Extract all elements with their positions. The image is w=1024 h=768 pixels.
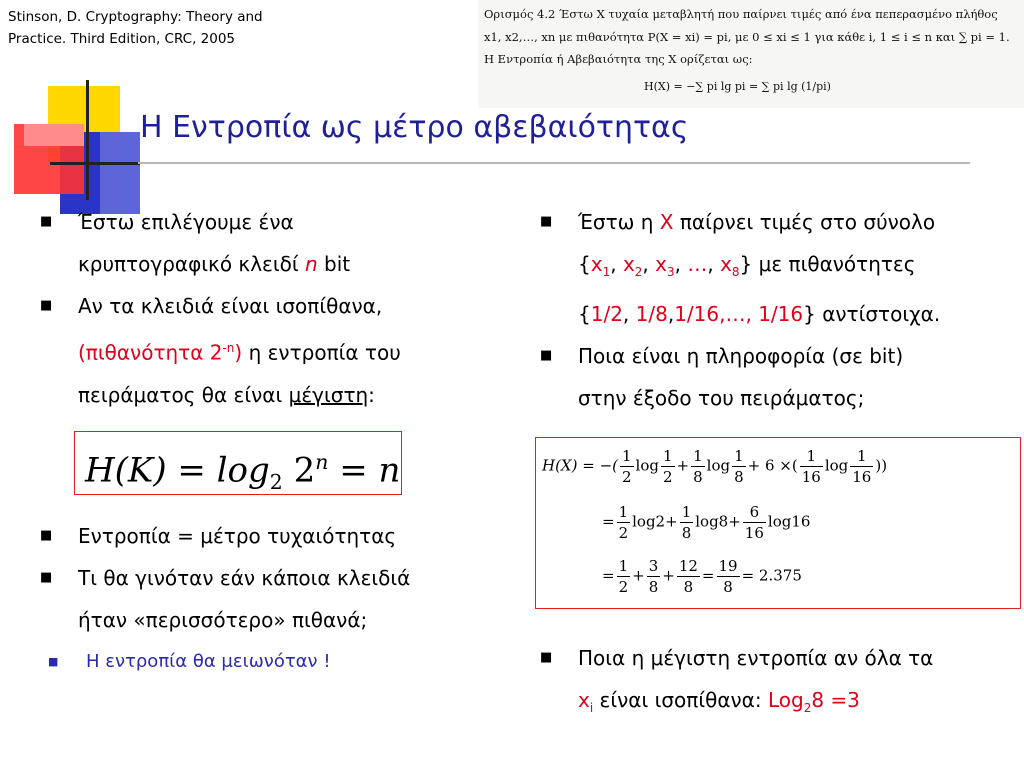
set-x: x <box>720 252 732 276</box>
log-text: Log <box>767 688 804 712</box>
left-bullet-1-line-2: κρυπτογραφικό κλειδί <box>78 252 299 276</box>
calc-line-2: = $\frac{1}{2}$ log2+ $\frac{1}{8}$ log8+ $\frac{6}{16}$ log16 <box>602 503 811 542</box>
left-bullet-4 <box>40 557 490 641</box>
calc-line-1: H(X) = −( $\frac{1}{2}$ log $\frac{1}{2}$ + $\frac{1}{8}$ log $\frac{1}{8}$ + 6 ×( $\frac{1}{16}$ log $\frac{1}{16}$ )) <box>542 447 888 486</box>
right-bullet-1-d: αντίστοιχα. <box>822 302 941 326</box>
left-bullet-4-line-1: Τι θα γινόταν εάν κάποια κλειδιά <box>78 566 411 590</box>
xi-x: x <box>578 688 590 712</box>
calc-log: log <box>706 456 731 475</box>
xi-sub: i <box>589 701 594 715</box>
bit-unit: bit <box>324 252 351 276</box>
calc-log8: log8 <box>695 512 729 531</box>
calc-log: log <box>824 456 849 475</box>
left-bullet-3 <box>40 515 490 557</box>
left-sub-bullet-1 <box>40 641 490 683</box>
right-column <box>540 201 1020 419</box>
set-x: x <box>655 252 667 276</box>
right-bullet-1: ■ Έστω η X παίρνει τιμές στο σύνολο {$x_1$, $x_2$, $x_3$, …, $x_8$} με πιθανότητες {1/2, 1/8,1/16,…, 1/16} αντίστοιχα. <box>540 201 1020 335</box>
calc-result: = 2.375 <box>741 566 802 585</box>
right-bullet-2-line-1: Ποια είναι η πληροφορία (σε bit) <box>578 344 904 368</box>
calc-hx: H(X) = −( <box>542 456 618 475</box>
right-bullet-3-line-1: Ποια η μέγιστη εντροπία αν όλα τα <box>578 646 934 670</box>
left-sub-bullet-1-text: Η εντροπία θα μειωνόταν ! <box>86 651 331 672</box>
calc-line-3: = $\frac{1}{2}$ + $\frac{3}{8}$ + $\frac{12}{8}$ = $\frac{19}{8}$ = 2.375 <box>602 557 802 596</box>
calc-log2: log2 <box>632 512 666 531</box>
left-bullet-2-rest: η εντροπία του <box>248 340 401 365</box>
random-variable-x: X <box>659 210 674 234</box>
right-bullet-1-c: με πιθανότητες <box>758 252 916 276</box>
calc-six: + 6 × <box>747 456 792 475</box>
bullet-square-icon: ■ <box>540 348 553 363</box>
probability-exponent: -n <box>222 341 235 355</box>
probability-close: ) <box>234 340 243 365</box>
right-bullet-2-line-2: στην έξοδο του πειράματος; <box>578 386 865 410</box>
set-x: x <box>622 252 635 276</box>
bullet-square-icon: ■ <box>40 214 53 229</box>
prob-close-brace: } <box>803 302 816 326</box>
set-dots: … <box>687 252 708 276</box>
prob-2: 1/8 <box>635 302 668 326</box>
right-bullet-3 <box>540 637 1020 729</box>
set-x: x <box>590 252 603 276</box>
right-bullet-2 <box>540 335 1020 419</box>
max-entropy-formula-box <box>74 431 402 495</box>
calc-log: log <box>635 456 659 475</box>
formula-exponent: n <box>315 450 329 474</box>
definition-line-3: Η Εντροπία ή Αβεβαιότητα της X ορίζεται ως: <box>484 52 753 66</box>
left-bullet-2-line-1: Αν τα κλειδιά είναι ισοπίθανα, <box>78 294 383 318</box>
key-length-n: n <box>305 252 318 276</box>
left-bullet-3-text: Εντροπία = μέτρο τυχαιότητας <box>78 524 397 548</box>
maximum-word: μέγιστη <box>288 382 369 407</box>
left-bullet-2-line-3: πειράματος θα είναι <box>78 382 283 407</box>
left-bullet-1-line-1: Έστω επιλέγουμε ένα <box>78 210 294 234</box>
formula-two: 2 <box>293 450 316 491</box>
decorative-logo <box>0 80 140 200</box>
definition-formula: H(X) = −∑ pi lg pi = ∑ pi lg (1/pi) <box>644 80 831 93</box>
bullet-square-icon: ■ <box>40 528 53 543</box>
log-result: 8 =3 <box>811 688 860 712</box>
right-bullet-1-b: παίρνει τιμές στο σύνολο <box>679 210 936 234</box>
right-bullet-3-b: είναι ισοπίθανα: <box>599 688 762 712</box>
bullet-square-icon: ■ <box>40 570 53 585</box>
left-bullet-4-line-2: ήταν «περισσότερο» πιθανά; <box>78 608 368 632</box>
left-bullet-1 <box>40 201 490 285</box>
citation-line-1: Stinson, D. Cryptography: Theory and <box>8 9 263 25</box>
title-rule <box>138 162 970 164</box>
set-sub-2: 2 <box>634 265 643 279</box>
entropy-calculation-box <box>535 437 1021 609</box>
left-column <box>40 201 490 416</box>
set-sub-8: 8 <box>731 265 740 279</box>
formula-rhs: = n <box>339 450 401 491</box>
probability-text: (πιθανότητα 2 <box>78 340 223 365</box>
definition-line-1: Ορισμός 4.2 Έστω X τυχαία μεταβλητή που παίρνει τιμές από ένα πεπερασμένο πλήθος <box>484 7 998 21</box>
definition-line-2: x1, x2,…, xn με πιθανότητα P(X = xi) = pi, με 0 ≤ xi ≤ 1 για κάθε i, 1 ≤ i ≤ n και ∑ pi = 1. <box>484 30 1010 44</box>
bullet-square-icon: ■ <box>540 650 553 665</box>
sub-bullet-square-icon: ■ <box>48 655 59 668</box>
citation <box>8 6 263 50</box>
bullet-square-icon: ■ <box>540 214 553 229</box>
prob-1: 1/2 <box>590 302 623 326</box>
prob-3: 1/16 <box>674 302 720 326</box>
calc-log16: log16 <box>767 512 811 531</box>
citation-line-2: Practice. Third Edition, CRC, 2005 <box>8 31 236 47</box>
formula-lhs: H(K) = log <box>85 450 270 491</box>
set-sub-1: 1 <box>602 265 611 279</box>
prob-4: 1/16 <box>758 302 804 326</box>
definition-excerpt <box>478 0 1024 108</box>
max-entropy-formula <box>85 440 400 504</box>
colon: : <box>368 382 375 407</box>
set-open-brace: { <box>578 252 591 276</box>
set-close-brace: } <box>739 252 753 276</box>
log-base: 2 <box>803 701 812 715</box>
formula-log-base: 2 <box>269 470 283 495</box>
bullet-square-icon: ■ <box>40 298 53 313</box>
prob-open-brace: { <box>578 302 591 326</box>
slide-title: Η Εντροπία ως μέτρο αβεβαιότητας <box>140 110 689 145</box>
right-column-lower <box>540 637 1020 729</box>
left-column-lower <box>40 515 490 683</box>
right-bullet-1-a: Έστω η <box>578 210 654 234</box>
left-bullet-2 <box>40 285 490 416</box>
set-sub-3: 3 <box>666 265 675 279</box>
